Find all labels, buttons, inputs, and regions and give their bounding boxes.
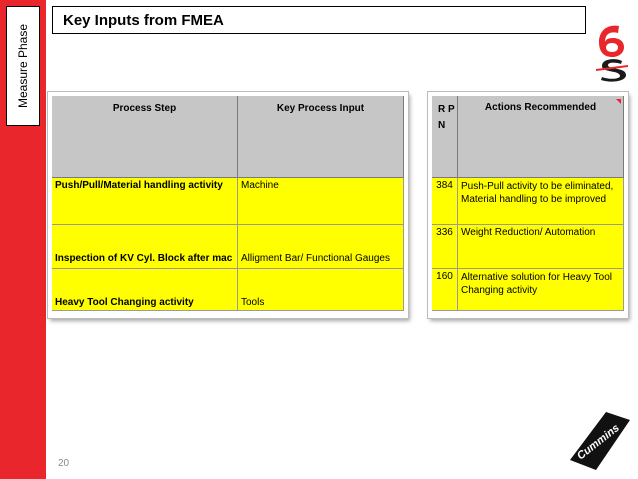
table-row-action	[458, 225, 624, 269]
key-input-text: Machine	[241, 180, 279, 191]
table-row-rpn	[432, 269, 458, 311]
slide-title: Key Inputs from FMEA	[63, 11, 224, 29]
phase-label: Measure Phase	[16, 23, 31, 109]
table-row-step	[52, 225, 238, 269]
action-text: Push-Pull activity to be eliminated, Material handling to be improved	[461, 181, 614, 205]
key-input-text: Alligment Bar/ Functional Gauges	[241, 253, 390, 264]
cummins-logo-text: Cummins	[574, 422, 622, 463]
phase-sidebar	[0, 0, 46, 479]
table-row-input	[238, 269, 404, 311]
key-input-text: Tools	[241, 297, 265, 308]
table-row-action	[458, 269, 624, 311]
header-rpn: R P N	[432, 96, 458, 178]
table-row-step	[52, 178, 238, 225]
page-number: 20	[58, 458, 70, 469]
table-row-input	[238, 225, 404, 269]
process-step-text: Heavy Tool Changing activity	[55, 297, 194, 308]
table-row-action	[458, 178, 624, 225]
actions-header-label: Actions Recommended	[484, 102, 597, 113]
table-row-step	[52, 269, 238, 311]
table-row-rpn	[432, 178, 458, 225]
table-row-rpn	[432, 225, 458, 269]
rpn-value: 336	[436, 227, 453, 238]
six-sigma-logo	[594, 22, 630, 82]
comment-indicator-icon	[616, 99, 621, 104]
header-actions-recommended	[458, 96, 624, 178]
rpn-actions-table	[428, 92, 628, 318]
header-process-step: Process Step	[52, 96, 238, 178]
rpn-value: 384	[436, 180, 453, 191]
process-step-text: Push/Pull/Material handling activity	[55, 180, 223, 191]
process-input-table	[48, 92, 408, 318]
table-row-input	[238, 178, 404, 225]
process-step-text: Inspection of KV Cyl. Block after mac	[55, 253, 233, 264]
action-text: Alternative solution for Heavy Tool Changing activity	[461, 272, 613, 296]
header-key-process-input: Key Process Input	[238, 96, 404, 178]
rpn-value: 160	[436, 271, 453, 282]
cummins-logo	[566, 410, 632, 472]
slide-title-box	[52, 6, 586, 34]
action-text: Weight Reduction/ Automation	[461, 227, 596, 238]
phase-label-box	[6, 6, 40, 126]
